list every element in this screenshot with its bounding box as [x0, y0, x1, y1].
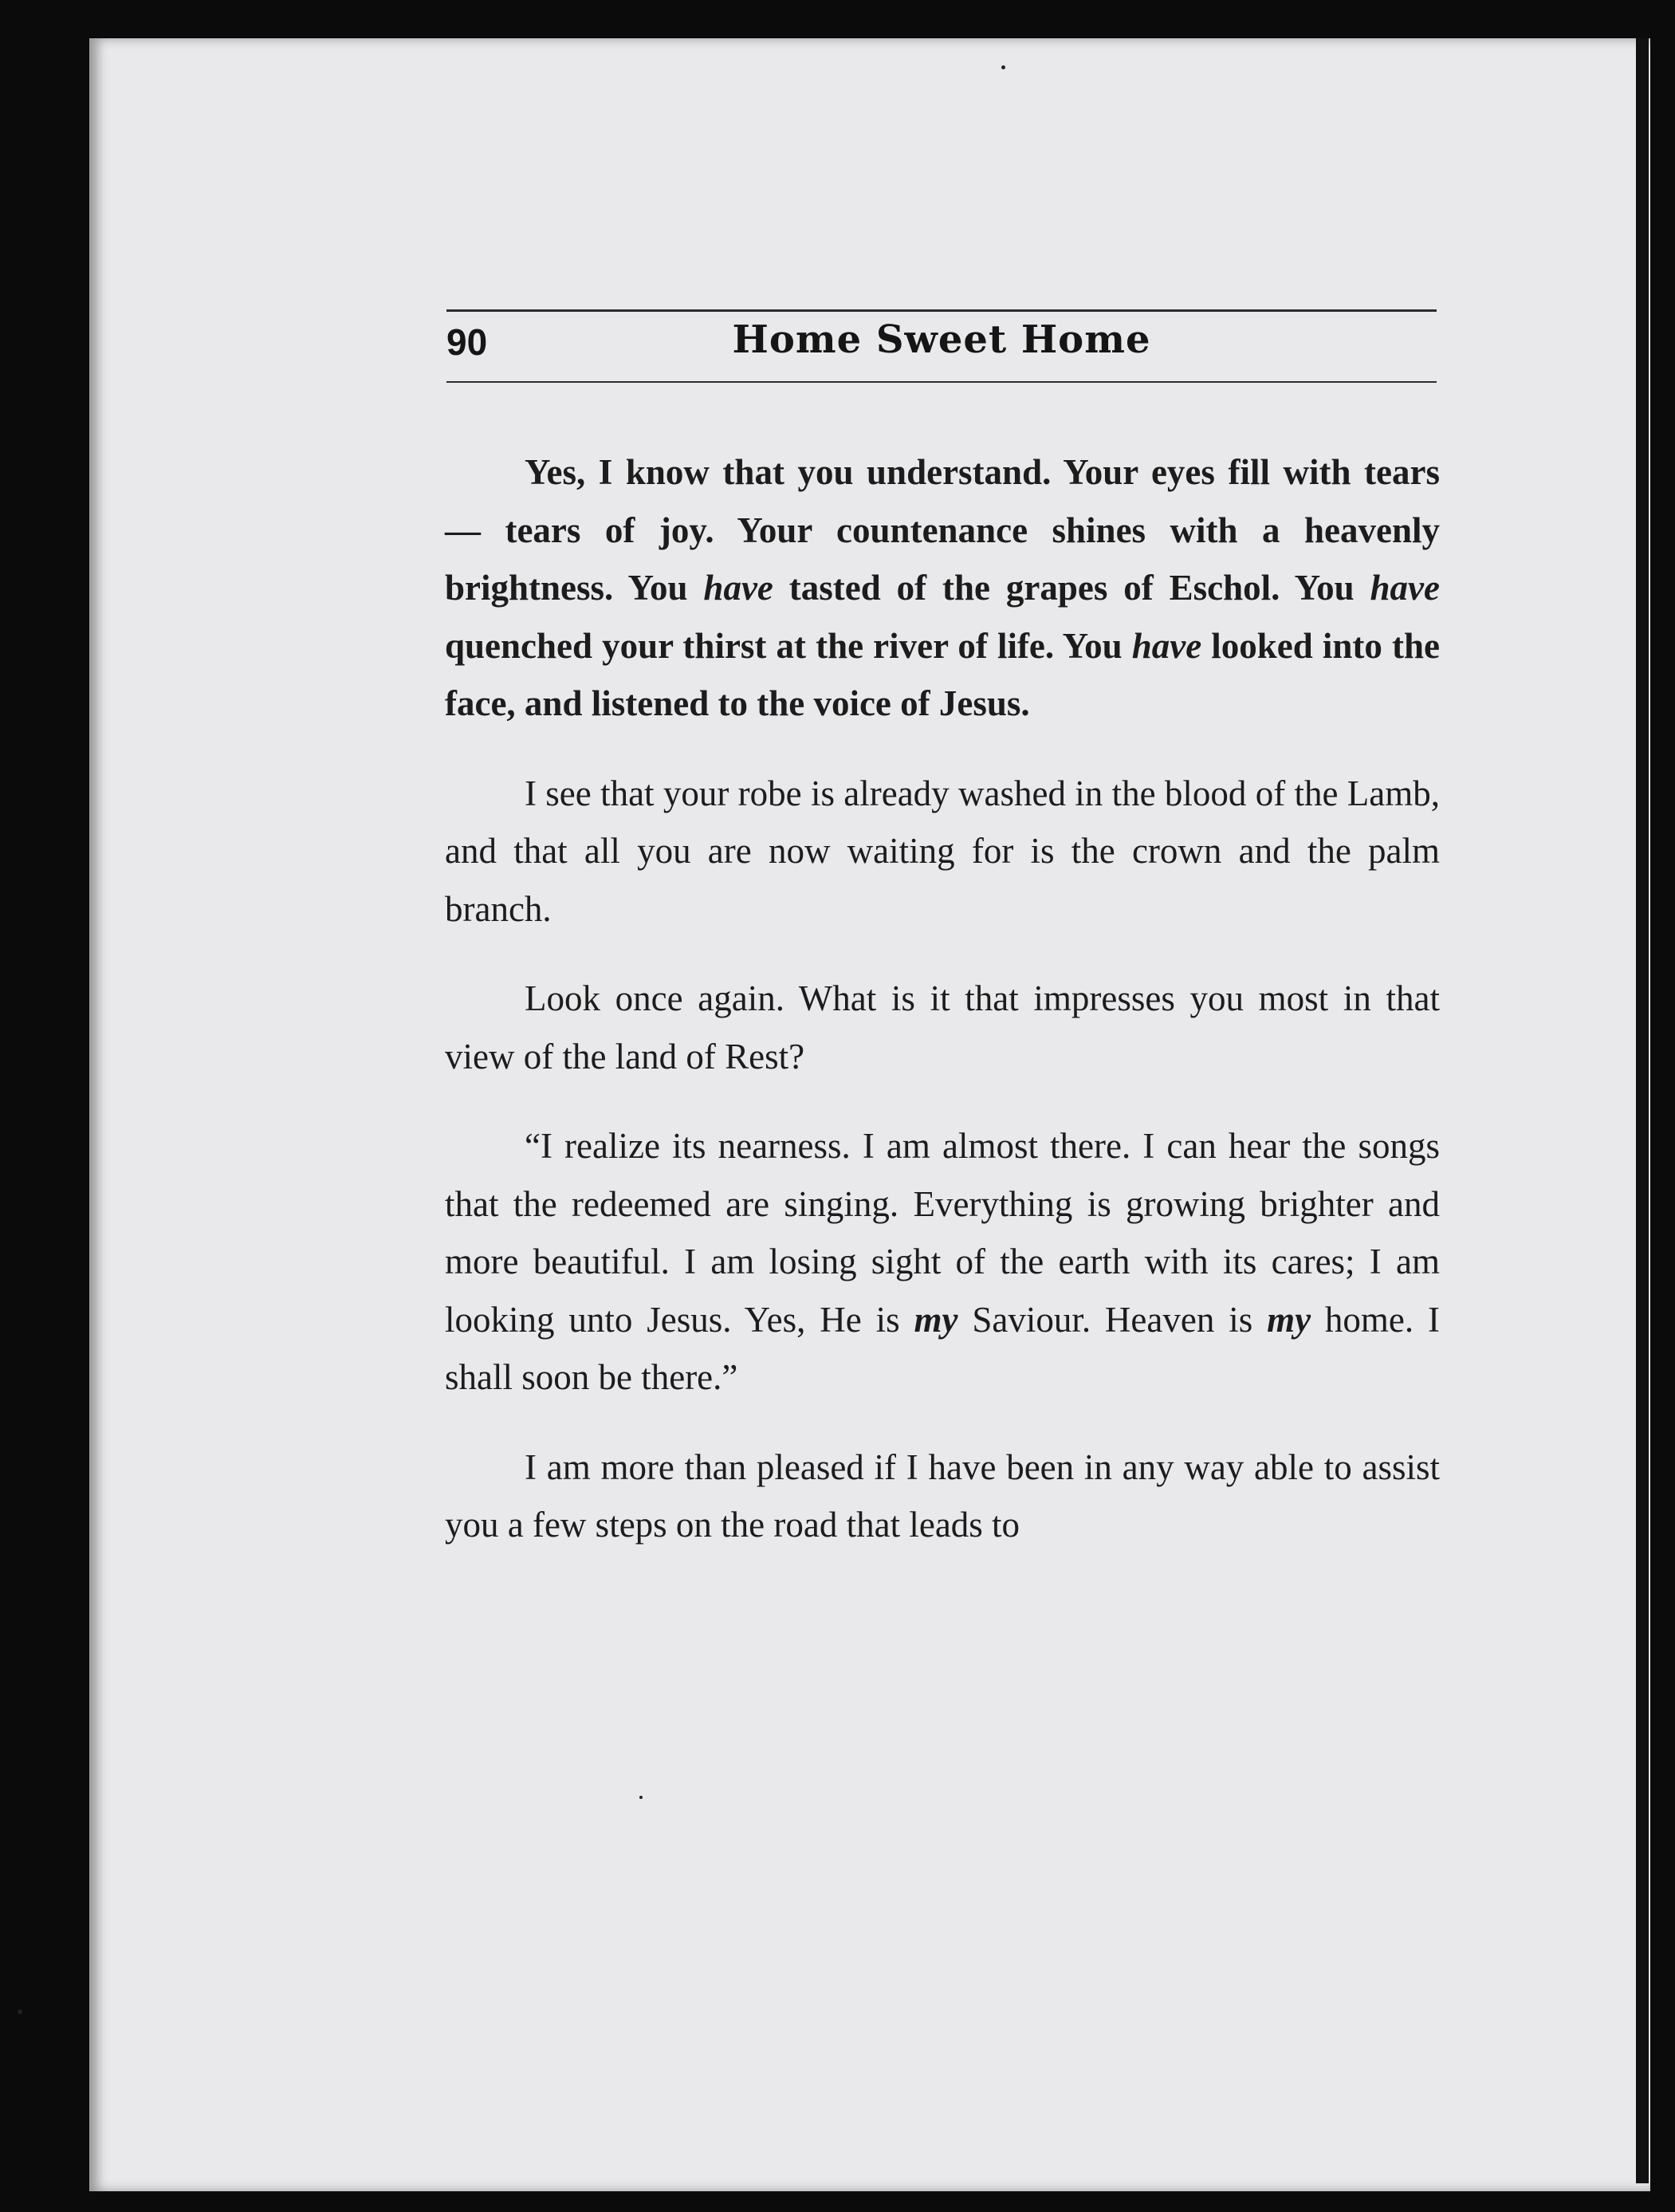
header-rule-top: [446, 309, 1437, 312]
margin-speck: [639, 1796, 643, 1799]
paragraph: [445, 1439, 1440, 1554]
emphasis-run: my: [1267, 1299, 1311, 1340]
text-run: home. I shall soon be there.”: [445, 1299, 1440, 1397]
paragraph: [445, 443, 1440, 733]
running-title: Home Sweet Home: [732, 317, 1151, 362]
text-run: Yes, I know that you understand. Your eyes fill with tears — tears of joy. Your countenance shines with a heavenly brightness. You: [445, 452, 1440, 608]
text-run: Look once again. What is it that impresses you most in that view of the land of Rest?: [445, 978, 1440, 1076]
text-run: “I realize its nearness. I am almost there. I can hear the songs that the redeemed are singing. Everything is growing brighter and more beautiful. I am losing sight of the earth with its cares; I am looking unto Jesus. Yes, He is: [445, 1126, 1440, 1340]
paragraph: [445, 1117, 1440, 1407]
emphasis-run: my: [914, 1299, 958, 1340]
emphasis-run: have: [703, 568, 773, 608]
margin-speck: [1001, 65, 1005, 69]
paragraph: [445, 970, 1440, 1085]
paragraph: [445, 765, 1440, 939]
text-run: tasted of the grapes of Eschol. You: [773, 568, 1370, 608]
running-header: [446, 309, 1437, 386]
text-run: looked into the face, and listened to the voice of Jesus.: [445, 625, 1440, 723]
text-run: I see that your robe is already washed in the blood of the Lamb, and that all you are now waiting for is the crown and the palm branch.: [445, 773, 1440, 929]
emphasis-run: have: [1370, 568, 1440, 608]
text-run: Saviour. Heaven is: [957, 1299, 1268, 1340]
page-number: 90: [446, 321, 488, 363]
body-text: [445, 443, 1440, 1586]
text-run: quenched your thirst at the river of life. You: [445, 625, 1132, 666]
page-edge-shadow: [1636, 38, 1649, 2183]
header-rule-bottom: [446, 381, 1437, 383]
margin-speck: [18, 2009, 22, 2014]
text-run: I am more than pleased if I have been in any way able to assist you a few steps on the road that leads to: [445, 1446, 1440, 1545]
emphasis-run: have: [1131, 625, 1202, 666]
